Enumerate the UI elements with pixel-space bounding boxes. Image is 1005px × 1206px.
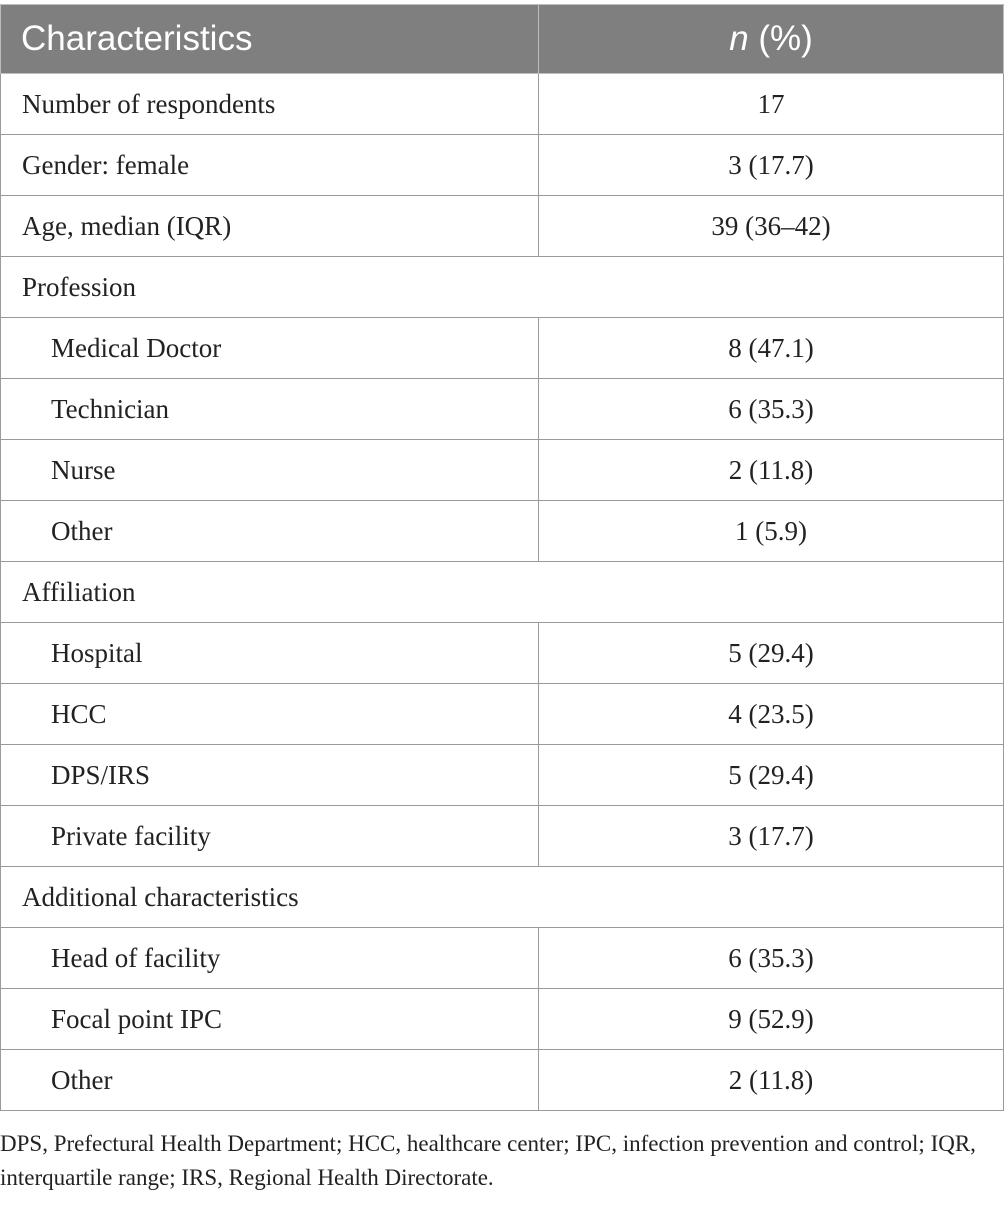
row-label: Other [1,501,539,562]
row-label: HCC [1,684,539,745]
row-label: Other [1,1050,539,1111]
table-row [1,74,1004,135]
row-value: 2 (11.8) [539,440,1004,501]
section-title: Additional characteristics [1,867,1004,928]
row-label: Medical Doctor [1,318,539,379]
row-label: Hospital [1,623,539,684]
row-label: DPS/IRS [1,745,539,806]
table-row [1,806,1004,867]
table-row [1,318,1004,379]
row-value: 6 (35.3) [539,928,1004,989]
section-row-profession [1,257,1004,318]
table-row [1,745,1004,806]
row-label: Focal point IPC [1,989,539,1050]
table-row [1,928,1004,989]
table-row [1,379,1004,440]
row-label: Technician [1,379,539,440]
row-value: 6 (35.3) [539,379,1004,440]
header-n-percent [539,5,1004,74]
table-row [1,440,1004,501]
row-value: 3 (17.7) [539,135,1004,196]
row-label: Nurse [1,440,539,501]
row-value: 2 (11.8) [539,1050,1004,1111]
table-row [1,623,1004,684]
row-value: 39 (36–42) [539,196,1004,257]
row-value: 8 (47.1) [539,318,1004,379]
row-value: 3 (17.7) [539,806,1004,867]
row-value: 17 [539,74,1004,135]
row-label: Age, median (IQR) [1,196,539,257]
row-value: 1 (5.9) [539,501,1004,562]
table-row [1,989,1004,1050]
row-value: 4 (23.5) [539,684,1004,745]
table-row [1,501,1004,562]
table-row [1,684,1004,745]
characteristics-table [0,4,1004,1111]
row-label: Head of facility [1,928,539,989]
table-row [1,196,1004,257]
row-label: Private facility [1,806,539,867]
section-row-affiliation [1,562,1004,623]
section-title: Affiliation [1,562,1004,623]
header-n: n [729,19,749,58]
section-title: Profession [1,257,1004,318]
header-percent: (%) [748,19,813,58]
table-row [1,1050,1004,1111]
row-value: 9 (52.9) [539,989,1004,1050]
header-characteristics: Characteristics [1,5,539,74]
section-row-additional [1,867,1004,928]
row-label: Gender: female [1,135,539,196]
row-value: 5 (29.4) [539,623,1004,684]
table-row [1,135,1004,196]
row-value: 5 (29.4) [539,745,1004,806]
row-label: Number of respondents [1,74,539,135]
table-header-row [1,5,1004,74]
table-footnote: DPS, Prefectural Health Department; HCC, healthcare center; IPC, infection prevention and control; IQR, interquartile range; IRS, Regional Health Directorate. [0,1131,976,1190]
